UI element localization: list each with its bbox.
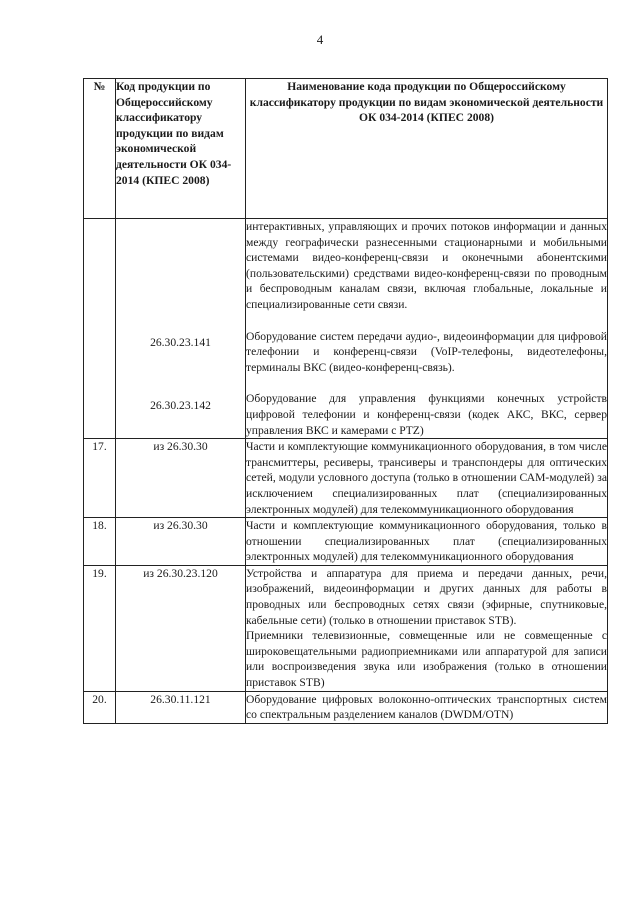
row-code: 26.30.11.121	[116, 691, 246, 723]
row-code: из 26.30.30	[116, 518, 246, 566]
row-name	[246, 518, 608, 566]
row-name-extra: Приемники телевизионные, совмещенные или не совмещенные с широковещательными радиоприемниками или аппаратурой для записи или воспроизведения звука или изображения (только в отношении приставок STB)	[246, 629, 607, 690]
row-number: 19.	[84, 565, 116, 691]
row-name-text: Оборудование цифровых волоконно-оптических транспортных систем со спектральным разделением каналов (DWDM/OTN)	[246, 692, 607, 722]
continuation-number-cell	[84, 219, 116, 439]
sub-code-142: 26.30.23.142	[150, 398, 211, 412]
row-name	[246, 691, 608, 723]
continuation-code-cell	[116, 219, 246, 439]
table-row	[84, 518, 608, 566]
sub-name-142: Оборудование для управления функциями конечных устройств цифровой телефонии и конференц-связи (кодек АКС, ВКС, сервер управления ВКС и камерами с PTZ)	[246, 392, 607, 437]
product-code-table	[83, 78, 608, 724]
row-number: 18.	[84, 518, 116, 566]
header-number: №	[84, 79, 116, 219]
row-name	[246, 439, 608, 518]
continuation-name-cell	[246, 219, 608, 439]
row-name	[246, 565, 608, 691]
row-name-text: Устройства и аппаратура для приема и передачи данных, речи, изображений, видеоинформации и других данных для работы в проводных или беспроводных сетях связи (эфирные, спутниковые, кабельные сети) (только в отношении приставок STB).	[246, 566, 607, 627]
row-code: из 26.30.23.120	[116, 565, 246, 691]
continuation-text: интерактивных, управляющих и прочих потоков информации и данных между географически разнесенными стационарными и мобильными системами видео-конференц-связи и оконечными абонентскими (пользовательскими) средствами видео-конференц-связи по проводным и беспроводным каналам связи, включая глобальные, локальные и специализированные сети связи.	[246, 220, 607, 311]
table-row	[84, 439, 608, 518]
table-header-row	[84, 79, 608, 219]
page-number: 4	[316, 32, 324, 47]
row-number: 20.	[84, 691, 116, 723]
table-row	[84, 691, 608, 723]
header-name: Наименование кода продукции по Общероссийскому классификатору продукции по видам экономической деятельности ОК 034-2014 (КПЕС 2008)	[246, 79, 608, 219]
row-number: 17.	[84, 439, 116, 518]
sub-code-141: 26.30.23.141	[150, 336, 211, 349]
row-code: из 26.30.30	[116, 439, 246, 518]
table-row	[84, 565, 608, 691]
row-name-text: Части и комплектующие коммуникационного оборудования, в том числе трансмиттеры, ресиверы, трансиверы и транспондеры для оптических сетей, модули условного доступа (только в отношении САМ-модулей) за исключением специализированных плат (специализированных электронных модулей) для телекоммуникационного оборудования	[246, 440, 607, 516]
header-code: Код продукции по Общероссийскому классификатору продукции по видам экономической деятельности ОК 034-2014 (КПЕС 2008)	[116, 79, 246, 219]
table-row-continuation	[84, 219, 608, 439]
sub-name-141: Оборудование систем передачи аудио-, видеоинформации для цифровой телефонии и конференц-связи (VoIP-телефоны, видеотелефоны, терминалы ВКС (видео-конференц-связь).	[246, 329, 607, 374]
row-name-text: Части и комплектующие коммуникационного оборудования, только в отношении специализированных плат (специализированных электронных модулей) для телекоммуникационного оборудования	[246, 519, 607, 564]
